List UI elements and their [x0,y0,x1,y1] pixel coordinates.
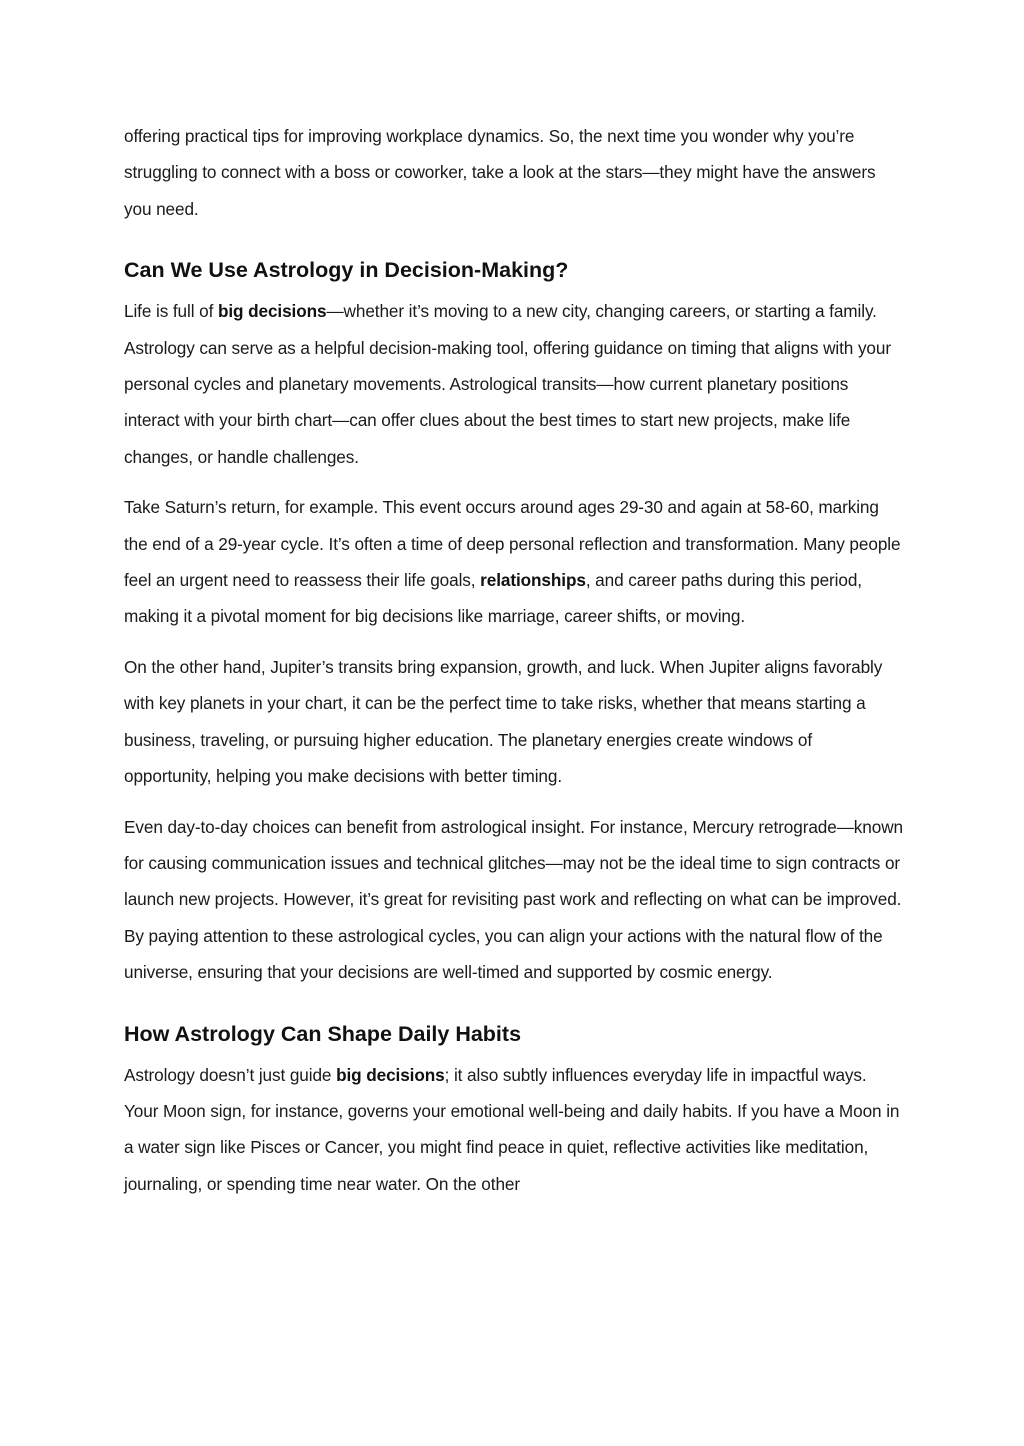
section-heading-daily-habits: How Astrology Can Shape Daily Habits [124,1021,522,1046]
text-run: Life is full of [124,301,218,322]
paragraph-big-decisions [124,293,904,475]
text-run: ; it also subtly influences everyday life in impactful ways. Your Moon sign, for instance, governs your emotional well-being and daily habits. If you have a Moon in a water sign like Pisces or Cancer, you might find peace in quiet, reflective activities like meditation, journaling, or spending time near water. On the other [124,1064,900,1194]
text-run: , and career paths during this period, making it a pivotal moment for big decisions like marriage, career shifts, or moving. [124,570,862,627]
document-page [124,118,904,1216]
paragraph-daily-habits [124,1057,904,1203]
section-heading-decision-making: Can We Use Astrology in Decision-Making? [124,258,569,283]
paragraph-mercury-retrograde: Even day-to-day choices can benefit from astrological insight. For instance, Mercury retrograde—known for causing communication issues and technical glitches—may not be the ideal time to sign contracts or launch new projects. However, it’s great for revisiting past work and reflecting on what can be improved. By paying attention to these astrological cycles, you can align your actions with the natural flow of the universe, ensuring that your decisions are well-timed and supported by cosmic energy. [124,816,903,983]
bold-link-text: relationships [480,570,586,591]
paragraph-jupiter-transits: On the other hand, Jupiter’s transits bring expansion, growth, and luck. When Jupiter aligns favorably with key planets in your chart, it can be the perfect time to take risks, whether that means starting a business, traveling, or pursuing higher education. The planetary energies create windows of opportunity, helping you make decisions with better timing. [124,656,883,787]
bold-link-text: big decisions [217,301,327,322]
bold-link-text: big decisions [336,1064,445,1085]
text-run: —whether it’s moving to a new city, changing careers, or starting a family. Astrology can serve as a helpful decision-making tool, offering guidance on timing that aligns with your personal cycles and planetary movements. Astrological transits—how current planetary positions interact with your birth chart—can offer clues about the best times to start new projects, make life changes, or handle challenges. [124,301,891,467]
paragraph-saturn-return [124,489,904,635]
text-run: Astrology doesn’t just guide [124,1064,337,1085]
text-run: Take Saturn’s return, for example. This event occurs around ages 29-30 and again at 58-60, marking the end of a 29-year cycle. It’s often a time of deep personal reflection and transformation. Many people feel an urgent need to reassess their life goals, [124,497,901,591]
intro-paragraph: offering practical tips for improving workplace dynamics. So, the next time you wonder why you’re struggling to connect with a boss or coworker, take a look at the stars—they might have the answers you need. [124,126,876,219]
